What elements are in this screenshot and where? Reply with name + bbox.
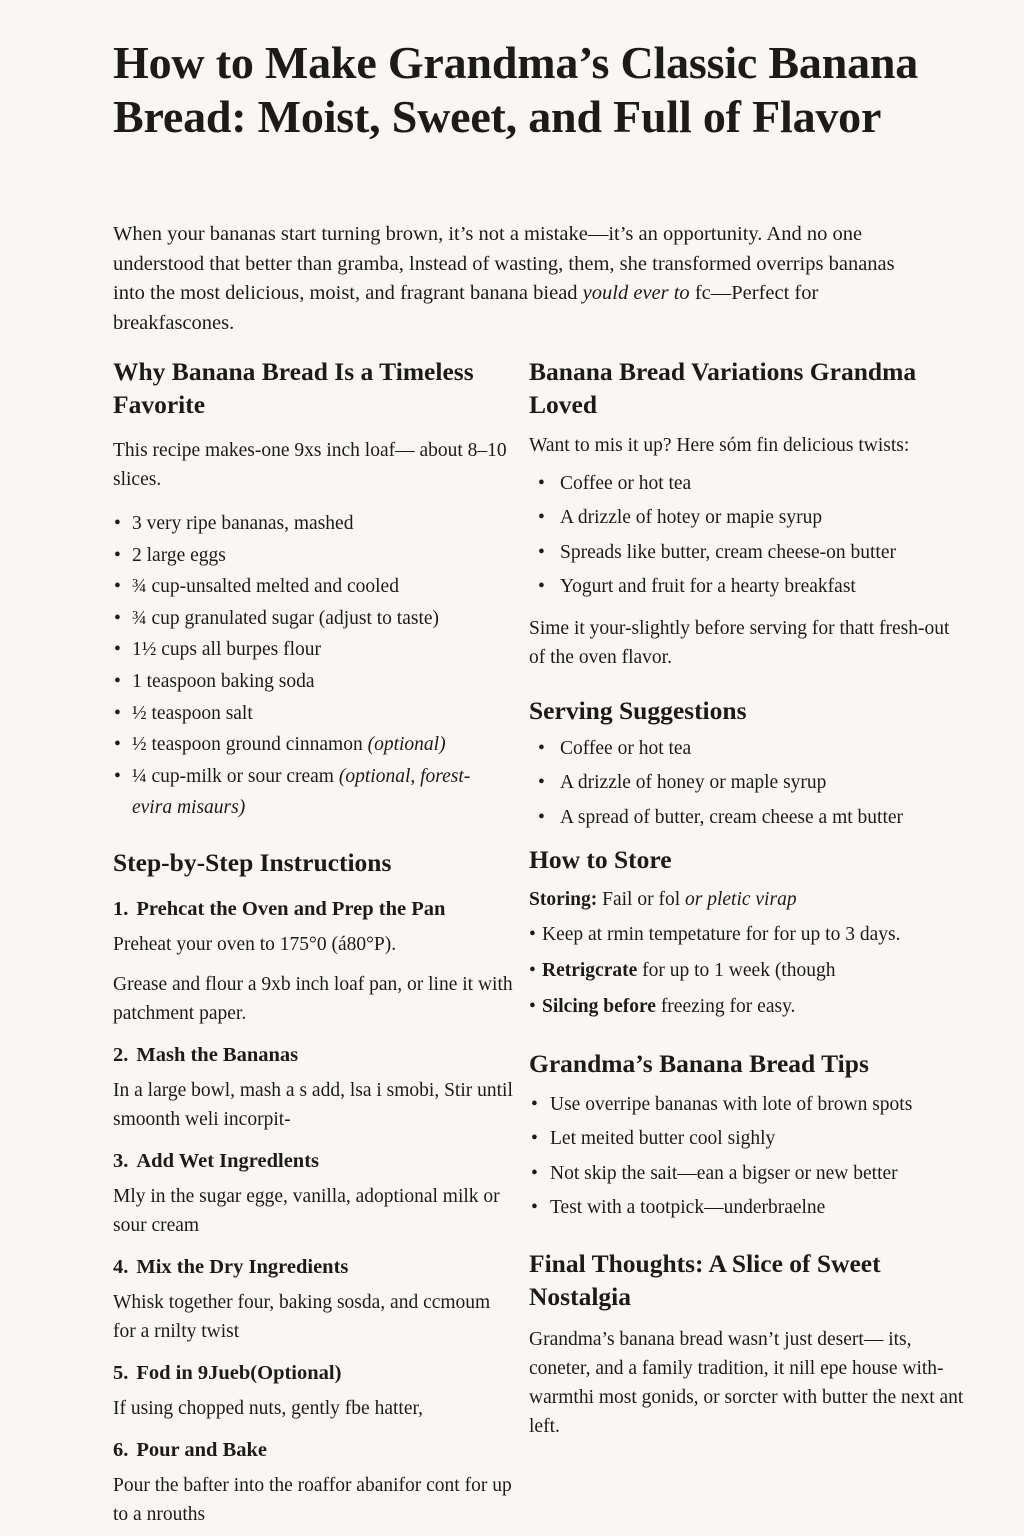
list-item: • A spread of butter, cream cheese a mt butter [529, 801, 969, 835]
final-section [529, 1247, 969, 1441]
bullet-icon: • [538, 738, 545, 760]
serving-heading: Serving Suggestions [529, 696, 747, 726]
why-heading: Why Banana Bread Is a Timeless Favorite [113, 357, 474, 419]
list-item: • 3 very ripe bananas, mashed [113, 508, 513, 540]
final-heading: Final Thoughts: A Slice of Sweet Nostalgia [529, 1249, 881, 1312]
step-title: 2. Mash the Bananas [113, 1043, 299, 1066]
ingredient-list [113, 508, 513, 824]
step-text: Pour the bafter into the roaffor abanifor cont for up to a nrouths [113, 1474, 512, 1525]
list-item: • A drizzle of hotey or mapie syrup [529, 501, 969, 535]
tips-heading: Grandma’s Banana Bread Tips [529, 1049, 869, 1079]
bullet-icon: • [529, 960, 536, 982]
tips-section [529, 1047, 969, 1225]
bullet-icon: • [114, 670, 121, 692]
bullet-icon: • [114, 513, 121, 534]
bullet-icon: • [531, 1128, 538, 1150]
tips-list [529, 1088, 969, 1225]
variations-intro: Want to mis it up? Here sóm fin delicious twists: [529, 435, 910, 456]
bullet-icon: • [538, 575, 545, 597]
serving-list [529, 732, 969, 835]
bullet-icon: • [114, 734, 121, 756]
why-text: This recipe makes-one 9xs inch loaf— about 8–10 slices. [113, 440, 507, 490]
store-heading: How to Store [529, 845, 672, 875]
bullet-icon: • [538, 806, 545, 828]
left-column [113, 355, 513, 1529]
steps-section [113, 846, 513, 1529]
bullet-icon: • [114, 544, 121, 566]
storing-line: Storing: Fail or fol or pletic virap [529, 889, 797, 911]
bullet-icon: • [529, 996, 536, 1018]
step-text: Whisk together four, baking sosda, and ccmoum for a rnilty twist [113, 1291, 491, 1342]
step-title: 5. Fod in 9Jueb(Optional) [113, 1361, 342, 1384]
bullet-icon: • [114, 607, 121, 629]
store-list [529, 917, 969, 1025]
step-text: Mly in the sugar egge, vanilla, adoptional milk or sour cream [113, 1185, 500, 1236]
variations-list [529, 467, 969, 604]
list-item: • ¾ cup-unsalted melted and cooled [113, 571, 513, 603]
list-item: • Silcing before freezing for easy. [529, 989, 969, 1025]
intro-italic: yould ever to [582, 282, 690, 304]
step-text: If using chopped nuts, gently fbe hatter, [113, 1397, 424, 1419]
bullet-icon: • [531, 1094, 538, 1116]
bullet-icon: • [114, 765, 121, 787]
step-text: Grease and flour a 9xb inch loaf pan, or line it with patchment paper. [113, 973, 513, 1024]
step-title: 6. Pour and Bake [113, 1438, 268, 1461]
right-column [529, 355, 969, 1441]
list-item: • Yogurt and fruit for a hearty breakfast [529, 570, 969, 604]
variations-heading: Banana Bread Variations Grandma Loved [529, 357, 917, 419]
bullet-icon: • [531, 1196, 538, 1218]
list-item: • Not skip the sait—ean a bigser or new better [529, 1157, 969, 1191]
list-item: • Retrigcrate for up to 1 week (though [529, 953, 969, 989]
bullet-icon: • [531, 1162, 538, 1184]
variations-section [529, 355, 969, 672]
list-item: • A drizzle of honey or maple syrup [529, 766, 969, 800]
intro-text: When your bananas start turning brown, it’s not a mistake—it’s an opportunity. And no one understood that better than gramba, lnstead of wasting, them, she transformed overrips bananas into the most delicious, moist, and fragrant banana biead [113, 223, 895, 304]
list-item: • Spreads like butter, cream cheese-on butter [529, 536, 969, 570]
bullet-icon: • [538, 473, 545, 494]
step-title: 1. Prehcat the Oven and Prep the Pan [113, 897, 446, 920]
bullet-icon: • [529, 924, 536, 946]
step-title: 3. Add Wet Ingredlents [113, 1149, 320, 1172]
list-item: • 2 large eggs [113, 540, 513, 572]
bullet-icon: • [114, 576, 121, 598]
list-item: • Keep at rmin tempetature for for up to 3 days. [529, 917, 969, 953]
bullet-icon: • [114, 639, 121, 661]
list-item: • Let meited butter cool sighly [529, 1122, 969, 1156]
intro-tail: fc—Perfect for breakfascones. [113, 282, 819, 334]
list-item: • ¼ cup-milk or sour cream (optional, forest- evira misaurs) [113, 761, 513, 824]
list-item: • Test with a tootpick—underbraelne [529, 1191, 969, 1225]
list-item: • 1½ cups all burpes flour [113, 634, 513, 666]
list-item: • ½ teaspoon salt [113, 698, 513, 730]
bullet-icon: • [114, 702, 121, 724]
serving-section [529, 694, 969, 835]
list-item: • ½ teaspoon ground cinnamon (optional) [113, 729, 513, 761]
variations-note: Sime it your-slightly before serving for thatt fresh-out of the oven flavor. [529, 618, 950, 669]
list-item: • 1 teaspoon baking soda [113, 666, 513, 698]
steps-heading: Step-by-Step Instructions [113, 847, 392, 877]
why-section [113, 355, 513, 824]
article-intro [113, 220, 913, 338]
article-title: How to Make Grandma’s Classic Banana Bread: Moist, Sweet, and Full of Flavor [113, 37, 919, 142]
store-section [529, 843, 969, 1025]
step-text: Preheat your oven to 175°0 (á80°P). [113, 933, 397, 955]
bullet-icon: • [538, 541, 545, 563]
list-item: • ¾ cup granulated sugar (adjust to taste) [113, 603, 513, 635]
list-item: • Coffee or hot tea [529, 467, 969, 501]
list-item: • Coffee or hot tea [529, 732, 969, 766]
list-item: • Use overripe bananas with lote of brown spots [529, 1088, 969, 1122]
step-title: 4. Mix the Dry Ingredients [113, 1255, 349, 1278]
final-text: Grandma’s banana bread wasn’t just desert— its, coneter, and a family tradition, it nill epe house with-warmthi most gonids, or sorcter with butter the next ant left. [529, 1329, 964, 1438]
step-text: In a large bowl, mash a s add, lsa i smobi, Stir until smoonth weli incorpit- [113, 1079, 513, 1130]
bullet-icon: • [538, 772, 545, 794]
bullet-icon: • [538, 507, 545, 529]
